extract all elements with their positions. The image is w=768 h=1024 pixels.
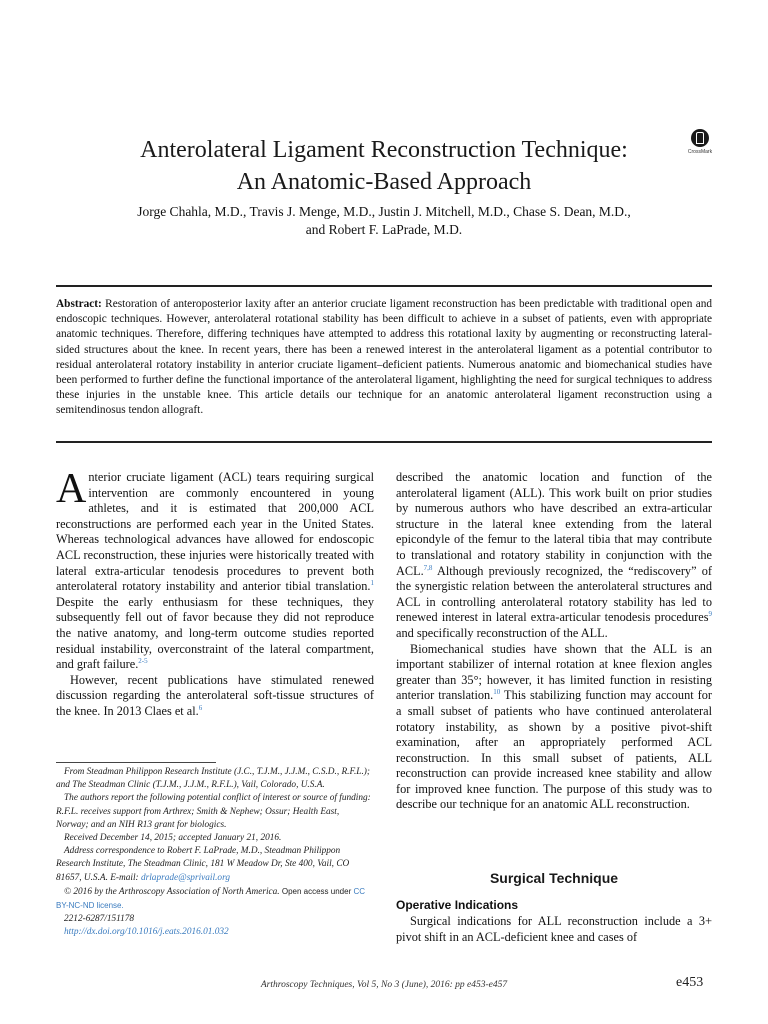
crossmark-icon[interactable] [688,129,712,159]
paragraph-text: described the anatomic location and function of the anterolateral ligament (ALL). This work built on prior studies by numerous authors who have described an extra-articular structure in the lateral knee extending from the lateral epicondyle of the femur to the lateral tibia that may contribute to translational and rotatory stability in conjunction with the ACL. [396,470,712,578]
paragraph [56,673,374,720]
paragraph-text: This stabilizing function may account for a small subset of patients who have continued anterolateral rotatory instability, as shown by a positive pivot-shift examination, after an appropriately performed ACL reconstruction. In this small subset of patients, ALL reconstruction can provide increased knee stability and allow for improved knee function. The purpose of this study was to describe our technique for an anatomic ALL reconstruction. [396,688,712,812]
paragraph-text: nterior cruciate ligament (ACL) tears requiring surgical intervention are commonly encountered in young athletes, and it is estimated that 200,000 ACL reconstructions are performed each year in the United States. Whereas technological advances have allowed for endoscopic ACL reconstruction, these injuries were historically treated with lateral extra-articular tenodesis procedures to prevent both anterolateral rotatory instability and anterior tibial translation. [56,470,374,594]
authors-line-1: Jorge Chahla, M.D., Travis J. Menge, M.D., Justin J. Mitchell, M.D., Chase S. Dean, M.D., [137,204,631,219]
footnote-affiliation: From Steadman Philippon Research Institute (J.C., T.J.M., J.J.M., C.S.D., R.F.L.); and The Steadman Clinic (T.J.M., J.J.M., R.F.L.), Vail, Colorado, U.S.A. [56,767,370,791]
citation-link[interactable]: 10 [493,688,501,697]
body-column-right [396,470,712,813]
open-access-text: Open access under [279,886,354,896]
footnote-conflict: The authors report the following potential conflict of interest or source of funding: R.F.L. receives support from Arthrex; Smith & Nephew; Ossur; Health East, Norway; and an NIH R13 grant for biologics. [56,793,371,830]
footnote-rule [56,762,216,763]
doi-link[interactable]: http://dx.doi.org/10.1016/j.eats.2016.01.032 [64,927,229,938]
subsection-heading: Operative Indications [396,898,519,912]
running-footer: Arthroscopy Techniques, Vol 5, No 3 (June), 2016: pp e453-e457 [260,980,508,990]
paragraph-text: Although previously recognized, the “rediscovery” of the synergistic relation between the anterolateral structures and ACL in controlling anterolateral rotatory stability has led to renewed interest in lateral extra-articular tenodesis procedures [396,563,712,625]
paragraph-text: Despite the early enthusiasm for these techniques, they subsequently fell out of favor because they did not reproduce the native anatomy, and long-term outcome studies reported residual instability, overconstraint of the lateral compartment, and graft failure. [56,594,374,672]
email-link[interactable]: drlaprade@sprivail.org [140,872,230,883]
title-line-2: An Anatomic-Based Approach [236,169,532,195]
citation-link[interactable]: 9 [708,610,712,619]
article-title [0,134,768,198]
address-text: Address correspondence to Robert F. LaPrade, M.D., Steadman Philippon Research Institute, The Steadman Clinic, 181 W Meadow Dr, Ste 400, Vail, CO 81657, U.S.A. E-mail: [56,846,350,883]
drop-cap: A [56,466,87,512]
title-line-1: Anterolateral Ligament Reconstruction Technique: [140,137,628,163]
paragraph-text: However, recent publications have stimulated renewed discussion regarding the anterolateral soft-tissue structures of the knee. In 2013 Claes et al. [56,672,374,718]
abstract [56,297,712,419]
paragraph [396,642,712,814]
footnote-issn: 2212-6287/151178 [64,914,135,925]
authors-line-2: and Robert F. LaPrade, M.D. [305,222,463,237]
page-number: e453 [676,975,704,990]
citation-link[interactable]: 2-5 [138,657,148,666]
citation-link[interactable]: 6 [198,703,203,712]
footnotes [56,766,374,940]
paragraph-text: Biomechanical studies have shown that the ALL is an important stabilizer of internal rotation at knee flexion angles greater than 35°; however, it has limited function in resisting anterior translation. [396,641,712,703]
section-heading: Surgical Technique [489,870,619,886]
section-text [396,913,712,945]
abstract-bottom-rule [56,441,712,443]
paragraph [396,470,712,642]
abstract-label: Abstract: [56,298,102,310]
paragraph: Surgical indications for ALL reconstruction include a 3+ pivot shift in an ACL-deficient knee and cases of [396,914,712,944]
license-link[interactable]: CC BY-NC-ND license. [56,886,366,911]
citation-link[interactable]: 7,8 [423,563,433,572]
abstract-text: Restoration of anteroposterior laxity after an anterior cruciate ligament reconstruction has been predictable with traditional open and endoscopic techniques. However, anterolateral rotational stability has been difficult to achieve in a subset of patients, even with appropriate anatomic techniques. Therefore, differing techniques have attempted to address this rotational laxity by augmenting or reconstructing lateral-sided structures about the knee. In recent years, there has been a renewed interest in the anterolateral ligament as a potential contributor to residual anterolateral rotatory instability in anterior cruciate ligament–deficient patients. Numerous anatomic and biomechanical studies have been performed to further define the functional importance of the anterolateral ligament, highlighting the need for surgical techniques to address these injuries in the unstable knee. This article details our technique for an anatomic anterolateral ligament reconstruction using a semitendinosus tendon allograft. [56,298,713,417]
crossmark-label: CrossMark [687,149,713,155]
citation-link[interactable]: 1 [370,579,374,588]
body-column-left [56,466,374,720]
paragraph [56,466,374,673]
footnote-received: Received December 14, 2015; accepted January 21, 2016. [64,833,282,844]
footnote-doi [56,926,374,939]
footnote-address [56,845,374,885]
paragraph-text: and specifically reconstruction of the ALL. [396,625,608,640]
copyright-text: © 2016 by the Arthroscopy Association of North America. [64,886,280,897]
abstract-top-rule [56,285,712,287]
footnote-copyright [56,885,374,913]
author-list [0,203,768,239]
